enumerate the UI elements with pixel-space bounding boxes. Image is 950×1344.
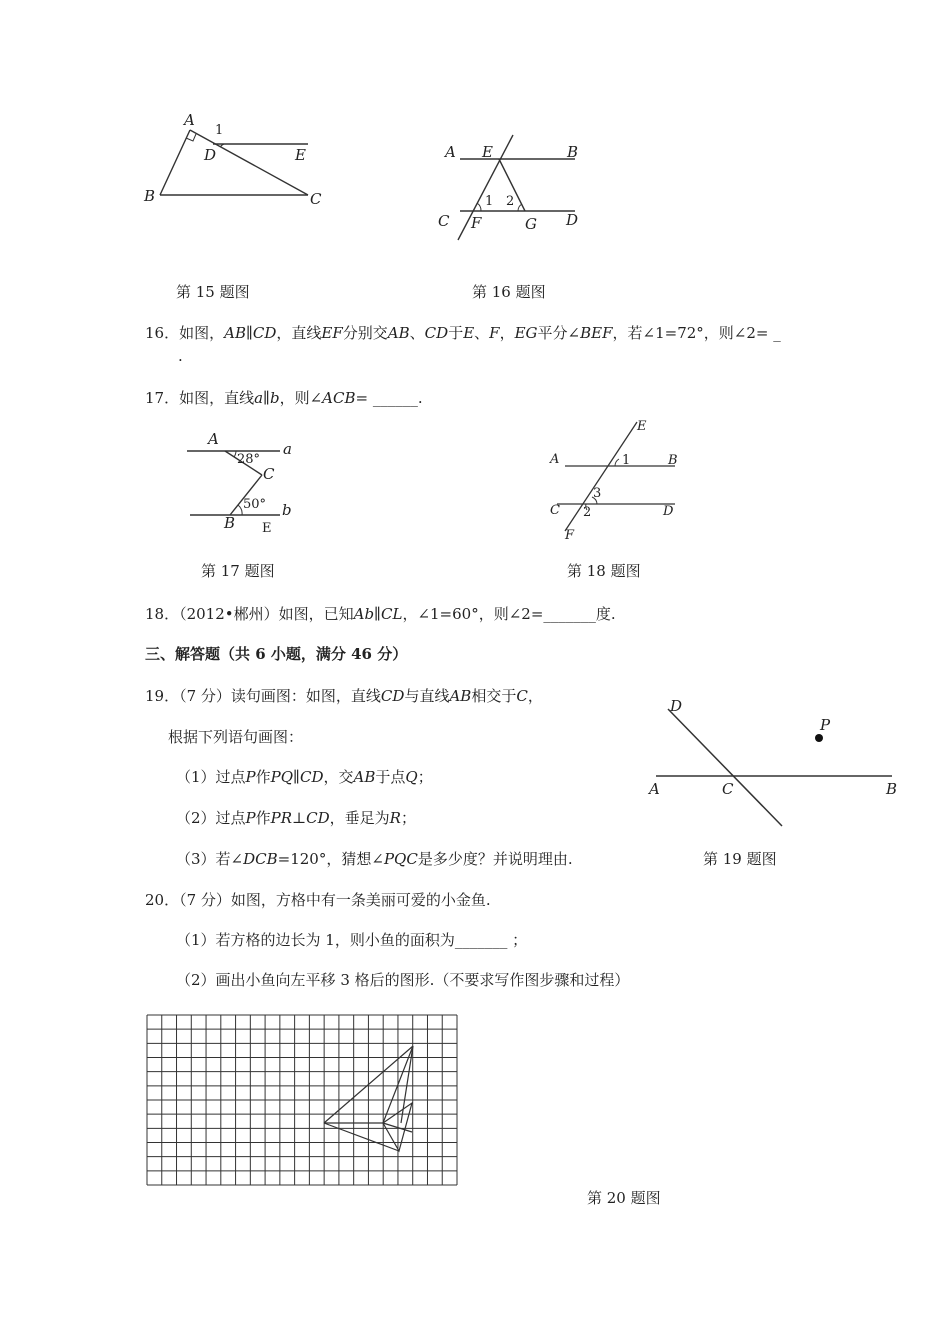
fig18-label-E: E — [637, 419, 647, 434]
fig18-label-1: 1 — [622, 453, 631, 468]
fig19-label-B: B — [886, 780, 898, 798]
figure-20-grid — [145, 1013, 460, 1188]
fig19-caption: 第 19 题图 — [703, 850, 777, 868]
grid-lines — [147, 1015, 457, 1185]
fig19-label-D: D — [670, 697, 683, 715]
fig17-label-b: b — [282, 501, 292, 519]
question-19: 19．（7 分）读句画图：如图，直线CD与直线AB相交于C， — [145, 687, 543, 705]
fig19-point-p — [815, 734, 823, 742]
fig16-label-2: 2 — [506, 194, 515, 209]
question-19-step-1: （1）过点P作PQ∥CD，交AB于点Q； — [176, 768, 433, 786]
figure-16 — [435, 130, 585, 245]
fig15-caption: 第 15 题图 — [176, 283, 250, 301]
fig16-caption: 第 16 题图 — [472, 283, 546, 301]
fig16-label-G: G — [525, 215, 537, 233]
fig17-label-B: B — [224, 514, 236, 532]
fig17-label-a: a — [283, 440, 292, 458]
fig17-label-C: C — [263, 465, 275, 483]
question-17: 17．如图，直线a∥b，则∠ACB= ______. — [145, 389, 423, 407]
figure-15 — [140, 112, 340, 212]
question-19-intro: 根据下列语句画图： — [168, 728, 304, 746]
question-19-step-2: （2）过点P作PR⊥CD，垂足为R； — [176, 809, 416, 827]
figure-18 — [545, 418, 685, 548]
fig16-label-F: F — [471, 214, 482, 232]
fig18-label-3: 3 — [593, 486, 602, 501]
fig18-caption: 第 18 题图 — [567, 562, 641, 580]
question-20-step-1: （1）若方格的边长为 1，则小鱼的面积为_______ ； — [176, 931, 528, 949]
fig16-label-1: 1 — [485, 194, 494, 209]
fig18-label-B: B — [668, 453, 678, 468]
question-16-line2: . — [178, 347, 183, 365]
fig20-caption: 第 20 题图 — [587, 1189, 661, 1207]
fig17-label-A: A — [208, 430, 219, 448]
question-18: 18．（2012•郴州）如图，已知Ab∥CL，∠1=60°，则∠2=_______度. — [145, 605, 616, 623]
fig18-label-A: A — [550, 452, 560, 467]
fig18-label-F: F — [565, 528, 575, 543]
fig19-label-P: P — [820, 716, 831, 734]
question-20-step-2: （2）画出小鱼向左平移 3 格后的图形.（不要求写作图步骤和过程） — [176, 971, 630, 989]
fig15-label-B: B — [144, 187, 156, 205]
fig17-caption: 第 17 题图 — [201, 562, 275, 580]
section-3-heading: 三、解答题（共 6 小题，满分 46 分） — [145, 645, 408, 663]
fig19-label-C: C — [722, 780, 734, 798]
fig16-label-A: A — [445, 143, 456, 161]
fig17-label-28: 28° — [237, 452, 261, 467]
fig18-label-D: D — [663, 504, 674, 519]
fig15-label-A: A — [184, 111, 195, 129]
figure-17 — [180, 428, 310, 538]
fig18-label-2: 2 — [583, 505, 592, 520]
fig18-label-C: C — [550, 503, 560, 518]
fig15-label-1: 1 — [215, 123, 224, 138]
fig16-label-B: B — [567, 143, 579, 161]
fig15-label-E: E — [295, 146, 306, 164]
fig17-label-E: E — [262, 521, 272, 536]
fig15-label-C: C — [310, 190, 322, 208]
question-20: 20．（7 分）如图，方格中有一条美丽可爱的小金鱼. — [145, 891, 491, 909]
fig15-label-D: D — [204, 146, 217, 164]
fig16-label-E: E — [482, 143, 493, 161]
question-19-step-3: （3）若∠DCB=120°，猜想∠PQC是多少度？并说明理由. — [176, 850, 573, 868]
fig17-label-50: 50° — [243, 497, 267, 512]
fig19-label-A: A — [649, 780, 660, 798]
fig16-label-D: D — [566, 211, 579, 229]
figure-19 — [640, 690, 910, 840]
question-16: 16．如图，AB∥CD，直线EF分别交AB、CD于E、F，EG平分∠BEF，若∠1=72°，则∠2= _ — [145, 324, 781, 342]
fig16-label-C: C — [438, 212, 450, 230]
